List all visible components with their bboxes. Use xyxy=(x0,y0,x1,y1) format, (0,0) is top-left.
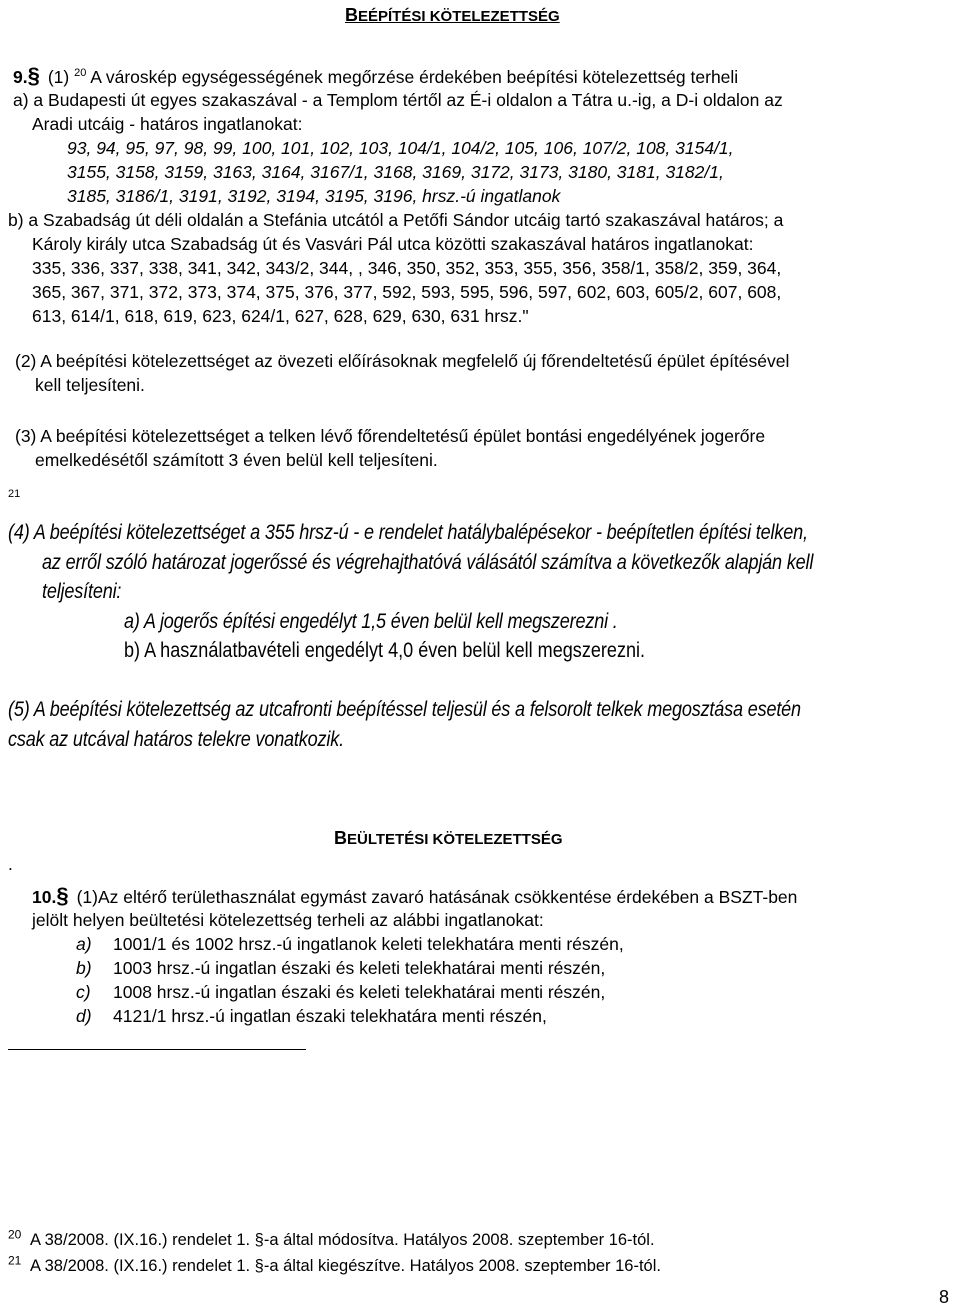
paragraph-9-4-line-3: teljesíteni: xyxy=(42,580,122,603)
footnote-text: A 38/2008. (IX.16.) rendelet 1. §-a által kiegészítve. Hatályos 2008. szeptember 16-tól. xyxy=(29,1257,661,1275)
paragraph-9-3-line-2: emelkedésétől számított 3 éven belül kell teljesíteni. xyxy=(35,450,438,470)
footnote-20 xyxy=(8,1228,655,1252)
list-item-text: 1003 hrsz.-ú ingatlan északi és keleti telekhatárai menti részén, xyxy=(113,958,606,978)
paragraph-9-line-b1: b) a Szabadság út déli oldalán a Stefánia utcától a Petőfi Sándor utcáig tartó szakaszával határos; a xyxy=(8,210,784,230)
footnote-ref-20: 20 xyxy=(74,67,87,80)
list-item-letter: d) xyxy=(76,1006,92,1026)
list-item xyxy=(76,1004,547,1028)
section-sign: § xyxy=(56,883,69,908)
paragraph-9-2-line-1: (2) A beépítési kötelezettséget az övezeti előírásoknak megfelelő új főrendeltetésű épület építésével xyxy=(15,351,790,371)
footnote-separator xyxy=(8,1049,306,1050)
list-item xyxy=(76,932,624,956)
paragraph-text: A városkép egységességének megőrzése érdekében beépítési kötelezettség terheli xyxy=(90,67,739,87)
footnote-number: 20 xyxy=(8,1227,22,1242)
parcel-list-a-suffix: -ú ingatlanok xyxy=(460,186,561,206)
list-item-letter: b) xyxy=(76,958,92,978)
paragraph-text: (1)Az eltérő területhasználat egymást zavaró hatásának csökkentése érdekében a BSZT-ben xyxy=(76,887,798,907)
footnote-text: A 38/2008. (IX.16.) rendelet 1. §-a által módosítva. Hatályos 2008. szeptember 16-tól. xyxy=(29,1231,655,1249)
stray-dot: . xyxy=(8,854,13,874)
heading-rest: EÉPÍTÉSI KÖTELEZETTSÉG xyxy=(358,8,560,25)
heading-rest: EÜLTETÉSI KÖTELEZETTSÉG xyxy=(347,831,563,848)
paragraph-9-line-b2: Károly király utca Szabadság út és Vasvári Pál utca közötti szakaszával határos ingatlanokat: xyxy=(32,234,754,254)
parcel-list-a-line-2: 3155, 3158, 3159, 3163, 3164, 3167/1, 3168, 3169, 3172, 3173, 3180, 3181, 3182/1, xyxy=(67,162,724,182)
parcel-list-b-line-1: 335, 336, 337, 338, 341, 342, 343/2, 344, , 346, 350, 352, 353, 355, 356, 358/1, 358/2, 359, 364, xyxy=(32,258,782,278)
section-heading-beultetesi xyxy=(334,826,563,852)
list-item-text: 4121/1 hrsz.-ú ingatlan északi telekhatára menti részén, xyxy=(113,1006,547,1026)
parcel-list-b-line-3: 613, 614/1, 618, 619, 623, 624/1, 627, 628, 629, 630, 631 hrsz." xyxy=(32,306,529,326)
paragraph-number: 9. xyxy=(13,67,28,87)
paragraph-9-4-item-b: b) A használatbavételi engedélyt 4,0 éven belül kell megszerezni. xyxy=(124,639,646,662)
list-item xyxy=(76,980,605,1004)
paragraph-9-4-item-a: a) A jogerős építési engedélyt 1,5 éven belül kell megszerezni . xyxy=(124,610,618,633)
list-item-text: 1001/1 és 1002 hrsz.-ú ingatlanok keleti telekhatára menti részén, xyxy=(113,934,624,954)
subparagraph-label: (1) xyxy=(47,67,70,87)
paragraph-9-3-line-1: (3) A beépítési kötelezettséget a telken lévő főrendeltetésű épület bontási engedélyének jogerőre xyxy=(15,426,766,446)
paragraph-10-line-2: jelölt helyen beültetési kötelezettség terheli az alábbi ingatlanokat: xyxy=(32,910,544,930)
paragraph-9-5-line-1: (5) A beépítési kötelezettség az utcafronti beépítéssel teljesül és a felsorolt telkek megosztása esetén xyxy=(8,698,801,721)
paragraph-9-5-line-2: csak az utcával határos telekre vonatkozik. xyxy=(8,728,344,751)
section-heading-beepitesi xyxy=(345,3,560,29)
heading-first-letter: B xyxy=(334,828,347,848)
paragraph-9-2-line-2: kell teljesíteni. xyxy=(35,375,145,395)
parcel-list-a-line-1: 93, 94, 95, 97, 98, 99, 100, 101, 102, 103, 104/1, 104/2, 105, 106, 107/2, 108, 3154/1, xyxy=(67,138,734,158)
parcel-list-a-line-3 xyxy=(67,184,560,208)
parcel-list-b-line-2: 365, 367, 371, 372, 373, 374, 375, 376, 377, 592, 593, 595, 596, 597, 602, 603, 605/2, 607, 608, xyxy=(32,282,782,302)
paragraph-9-line-2: a) a Budapesti út egyes szakaszával - a Templom tértől az É-i oldalon a Tátra u.-ig, a D-i oldalon az xyxy=(13,90,783,110)
paragraph-10-line-1 xyxy=(32,884,797,909)
paragraph-number: 10. xyxy=(32,887,57,907)
paragraph-9-4-line-1: (4) A beépítési kötelezettséget a 355 hrsz-ú - e rendelet hatálybalépésekor - beépítetlen építési telken, xyxy=(8,521,808,544)
paragraph-9-4-line-2: az erről szóló határozat jogerőssé és végrehajthatóvá válásától számítva a következők alapján kell xyxy=(42,551,814,574)
section-sign: § xyxy=(27,63,40,88)
list-item xyxy=(76,956,605,980)
footnote-21 xyxy=(8,1254,661,1278)
footnote-marker-21: 21 xyxy=(8,488,21,500)
paragraph-9-line-3: Aradi utcáig - határos ingatlanokat: xyxy=(32,114,303,134)
parcel-list-a-tail: 3185, 3186/1, 3191, 3192, 3194, 3195, 3196, hrsz. xyxy=(67,186,461,206)
list-item-text: 1008 hrsz.-ú ingatlan északi és keleti telekhatárai menti részén, xyxy=(113,982,606,1002)
page-number: 8 xyxy=(939,1287,950,1307)
heading-first-letter: B xyxy=(345,5,358,25)
list-item-letter: a) xyxy=(76,934,92,954)
footnote-number: 21 xyxy=(8,1253,22,1268)
paragraph-9-line-1 xyxy=(13,64,738,89)
list-item-letter: c) xyxy=(76,982,91,1002)
